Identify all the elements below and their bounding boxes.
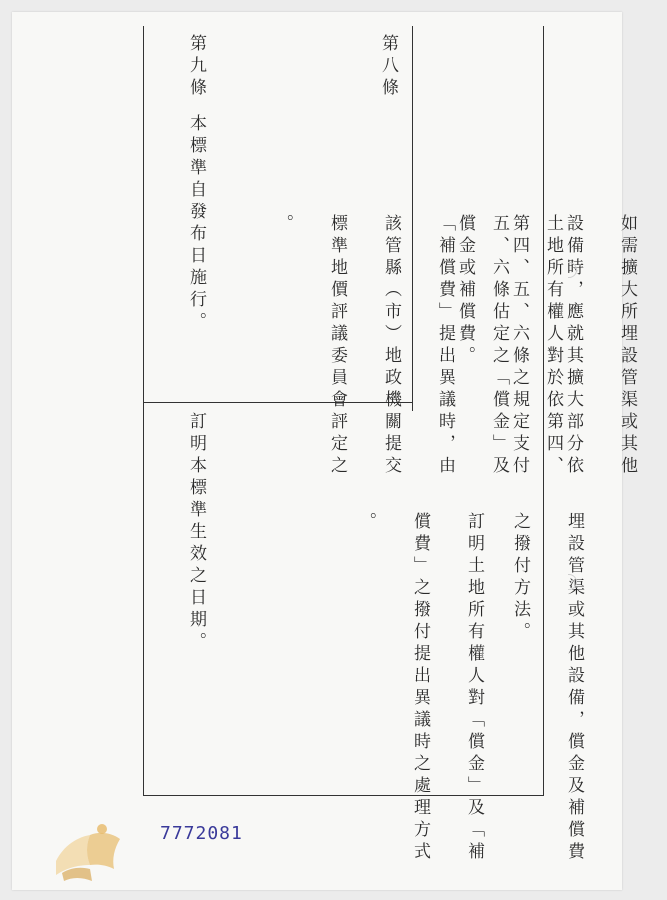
article-8-text: 土地所有權人對於依第四、 五、六條估定之「償金」及 「補償費」提出異議時，由 該管縣（市）地政機關提交 標準地價評議委員會評定之 。 bbox=[273, 214, 563, 478]
article-note-column: 埋設管渠或其他設備，償金及補償費 之撥付方法。 bbox=[510, 512, 584, 864]
article-text-column: 如需擴大所埋設管渠或其他 設備時，應就其擴大部分依 第四、五、六條之規定支付 償金或補償費。 bbox=[455, 214, 637, 478]
article-9-text: 本標準自發布日施行。 bbox=[186, 114, 206, 334]
article-8-note: 訂明土地所有權人對「償金」及「補 償費」之撥付提出異議時之處理方式 。 bbox=[356, 512, 484, 864]
article-8-heading: 第八條 bbox=[378, 34, 398, 100]
table-left-border bbox=[143, 26, 144, 796]
document-page bbox=[12, 12, 637, 890]
article-9-note: 訂明本標準生效之日期。 bbox=[186, 412, 206, 654]
article-9-heading: 第九條 bbox=[186, 34, 206, 100]
archive-logo-icon bbox=[42, 815, 128, 887]
serial-number: 7772081 bbox=[160, 823, 243, 844]
